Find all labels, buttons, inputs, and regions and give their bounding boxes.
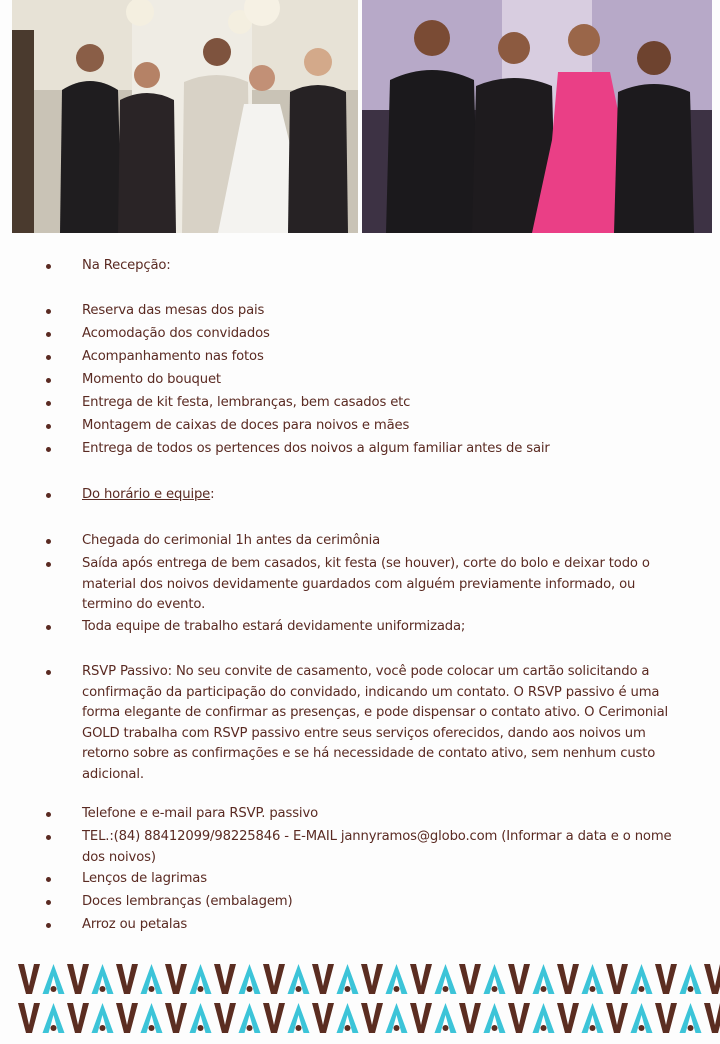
bullet-icon: [46, 264, 51, 269]
pattern-dot-mark: [296, 986, 302, 992]
pattern-brown-mark: [361, 964, 383, 994]
schedule-title-colon: :: [210, 487, 215, 502]
bullet-icon: [46, 401, 51, 406]
bullet-icon: [46, 378, 51, 383]
reception-item: Entrega de todos os pertences dos noivos a algum familiar antes de sair: [82, 441, 550, 456]
pattern-brown-mark: [557, 1003, 579, 1033]
contact-item: Arroz ou petalas: [82, 917, 188, 932]
pattern-brown-mark: [165, 1003, 187, 1033]
pattern-dot-mark: [198, 1025, 204, 1031]
pattern-dot-mark: [492, 986, 498, 992]
bullet-icon: [46, 355, 51, 360]
pattern-brown-mark: [263, 1003, 285, 1033]
pattern-dot-mark: [394, 986, 400, 992]
pattern-brown-mark: [312, 1003, 334, 1033]
bullet-icon: [46, 447, 51, 452]
pattern-dot-mark: [345, 986, 351, 992]
pattern-dot-mark: [100, 1025, 106, 1031]
pattern-dot-mark: [149, 986, 155, 992]
pattern-dot-mark: [639, 1025, 645, 1031]
reception-item: Acomodação dos convidados: [82, 326, 270, 341]
bullet-icon: [46, 923, 51, 928]
pattern-brown-mark: [459, 964, 481, 994]
pattern-brown-mark: [312, 964, 334, 994]
pattern-brown-mark: [606, 964, 628, 994]
pattern-brown-mark: [655, 964, 677, 994]
pattern-brown-mark: [116, 1003, 138, 1033]
pattern-dot-mark: [394, 1025, 400, 1031]
contact-item: Lenços de lagrimas: [82, 871, 207, 886]
pattern-brown-mark: [410, 1003, 432, 1033]
pattern-dot-mark: [541, 986, 547, 992]
pattern-dot-mark: [590, 1025, 596, 1031]
pattern-brown-mark: [508, 964, 530, 994]
reception-item: Montagem de caixas de doces para noivos e mães: [82, 418, 410, 433]
pattern-dot-mark: [688, 1025, 694, 1031]
debutante-group-photo-icon: [362, 0, 712, 233]
pattern-dot-mark: [541, 1025, 547, 1031]
pattern-brown-mark: [410, 964, 432, 994]
bullet-icon: [46, 877, 51, 882]
pattern-dot-mark: [345, 1025, 351, 1031]
bullet-icon: [46, 562, 51, 567]
bullet-icon: [46, 539, 51, 544]
reception-item: Reserva das mesas dos pais: [82, 303, 265, 318]
pattern-brown-mark: [459, 1003, 481, 1033]
pattern-dot-mark: [443, 1025, 449, 1031]
pattern-dot-mark: [688, 986, 694, 992]
header-photos: [12, 0, 712, 233]
contact-item: Doces lembranças (embalagem): [82, 894, 293, 909]
pattern-brown-mark: [67, 964, 89, 994]
reception-item: Entrega de kit festa, lembranças, bem casados etc: [82, 395, 411, 410]
pattern-brown-mark: [361, 1003, 383, 1033]
bullet-icon: [46, 812, 51, 817]
pattern-brown-mark: [165, 964, 187, 994]
bullet-icon: [46, 625, 51, 630]
bullet-icon: [46, 900, 51, 905]
schedule-item: Toda equipe de trabalho estará devidamente uniformizada;: [82, 619, 466, 634]
bullet-icon: [46, 835, 51, 840]
pattern-brown-mark: [263, 964, 285, 994]
reception-item: Acompanhamento nas fotos: [82, 349, 264, 364]
pattern-brown-mark: [214, 964, 236, 994]
pattern-brown-mark: [704, 964, 720, 994]
rsvp-paragraph: RSVP Passivo: No seu convite de casamento, você pode colocar um cartão solicitando a confirmação da participação do convidado, indicando um contato. O RSVP passivo é uma forma elegante de confirmar as presenças, e pode dispensar o contato ativo. O Cerimonial GOLD trabalha com RSVP passivo entre seus serviços oferecidos, dando aos noivos um retorno sobre as confirmações e se há necessidade de contato ativo, sem nenhum custo adicional.: [82, 664, 669, 782]
contact-item: TEL.:(84) 88412099/98225846 - E-MAIL jannyramos@globo.com (Informar a data e o nome dos noivos): [82, 829, 672, 865]
bullet-icon: [46, 670, 51, 675]
pattern-dot-mark: [149, 1025, 155, 1031]
pattern-brown-mark: [655, 1003, 677, 1033]
wedding-group-photo-icon: [12, 0, 358, 233]
pattern-brown-mark: [67, 1003, 89, 1033]
pattern-brown-mark: [606, 1003, 628, 1033]
schedule-title-text: Do horário e equipe: [82, 487, 211, 502]
pattern-dot-mark: [639, 986, 645, 992]
reception-title: Na Recepção:: [82, 258, 171, 273]
bullet-icon: [46, 424, 51, 429]
pattern-brown-mark: [18, 964, 40, 994]
pattern-dot-mark: [198, 986, 204, 992]
pattern-brown-mark: [704, 1003, 720, 1033]
pattern-dot-mark: [443, 986, 449, 992]
reception-item: Momento do bouquet: [82, 372, 221, 387]
schedule-item: Chegada do cerimonial 1h antes da cerimônia: [82, 533, 381, 548]
pattern-dot-mark: [100, 986, 106, 992]
bullet-icon: [46, 309, 51, 314]
pattern-dot-mark: [51, 986, 57, 992]
pattern-brown-mark: [508, 1003, 530, 1033]
pattern-dot-mark: [492, 1025, 498, 1031]
pattern-dot-mark: [296, 1025, 302, 1031]
schedule-title: [82, 485, 674, 506]
pattern-dot-mark: [247, 1025, 253, 1031]
pattern-dot-mark: [247, 986, 253, 992]
schedule-item: Saída após entrega de bem casados, kit festa (se houver), corte do bolo e deixar todo o material dos noivos devidamente guardados com alguém previamente informado, ou termino do evento.: [82, 556, 650, 612]
pattern-dot-mark: [51, 1025, 57, 1031]
pattern-brown-mark: [18, 1003, 40, 1033]
brown-teal-pattern-border-icon: [0, 960, 720, 1040]
pattern-brown-mark: [214, 1003, 236, 1033]
pattern-brown-mark: [557, 964, 579, 994]
bullet-icon: [46, 493, 51, 498]
pattern-dot-mark: [590, 986, 596, 992]
bullet-icon: [46, 332, 51, 337]
contact-item: Telefone e e-mail para RSVP. passivo: [82, 806, 319, 821]
pattern-brown-mark: [116, 964, 138, 994]
